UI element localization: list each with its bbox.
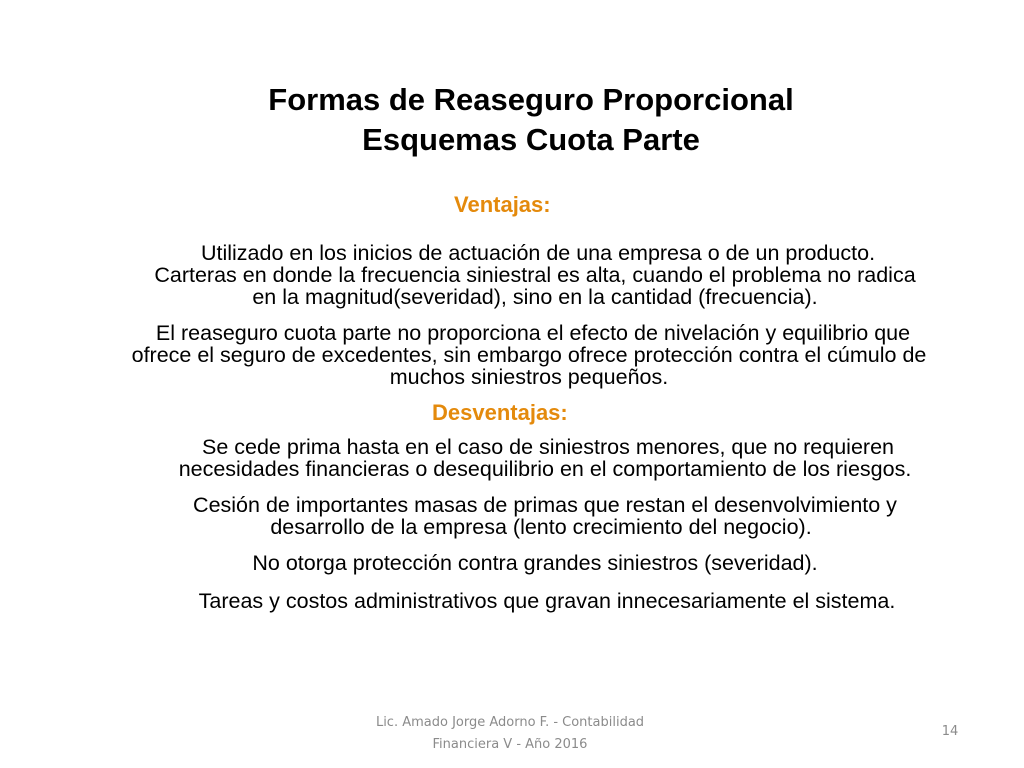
footer-line-1: Lic. Amado Jorge Adorno F. - Contabilidad [375, 715, 645, 730]
ventajas-p1-line-1: Utilizado en los inicios de actuación de una empresa o de un producto. [200, 241, 876, 265]
desventajas-paragraph-1 [50, 436, 1024, 480]
footer-line-2: Financiera V - Año 2016 [432, 737, 588, 752]
slide-title-line-1: Formas de Reaseguro Proporcional [268, 82, 794, 117]
ventajas-paragraph-1 [40, 242, 1024, 308]
desventajas-p2-line-1: Cesión de importantes masas de primas que restan el desenvolvimiento y [193, 493, 897, 517]
slide-footer [320, 712, 700, 756]
slide-subtitle: Esquemas Cuota Parte [362, 122, 700, 157]
ventajas-p2-line-3: muchos siniestros pequeños. [389, 365, 669, 389]
ventajas-p1-line-3: en la magnitud(severidad), sino en la cantidad (frecuencia). [252, 285, 818, 309]
ventajas-p2-line-2: ofrece el seguro de excedentes, sin embargo ofrece protección contra el cúmulo de [131, 343, 927, 367]
ventajas-heading: Ventajas: [454, 192, 551, 217]
desventajas-p3-line-1: No otorga protección contra grandes siniestros (severidad). [252, 551, 818, 575]
desventajas-p4-line-1: Tareas y costos administrativos que gravan innecesariamente el sistema. [198, 589, 896, 613]
ventajas-p1-line-2: Carteras en donde la frecuencia siniestral es alta, cuando el problema no radica [154, 263, 916, 287]
ventajas-p2-line-1: El reaseguro cuota parte no proporciona el efecto de nivelación y equilibrio que [155, 321, 911, 345]
desventajas-paragraph-3 [40, 552, 1024, 574]
desventajas-p1-line-1: Se cede prima hasta en el caso de siniestros menores, que no requieren [202, 435, 894, 459]
desventajas-paragraph-4 [52, 590, 1024, 612]
slide-title [0, 80, 1024, 160]
page-number: 14 [941, 724, 959, 739]
ventajas-paragraph-2 [34, 322, 1024, 388]
desventajas-paragraph-2 [46, 494, 1024, 538]
desventajas-heading: Desventajas: [432, 400, 568, 425]
desventajas-p1-line-2: necesidades financieras o desequilibrio en el comportamiento de los riesgos. [178, 457, 912, 481]
desventajas-p2-line-2: desarrollo de la empresa (lento crecimiento del negocio). [270, 515, 812, 539]
